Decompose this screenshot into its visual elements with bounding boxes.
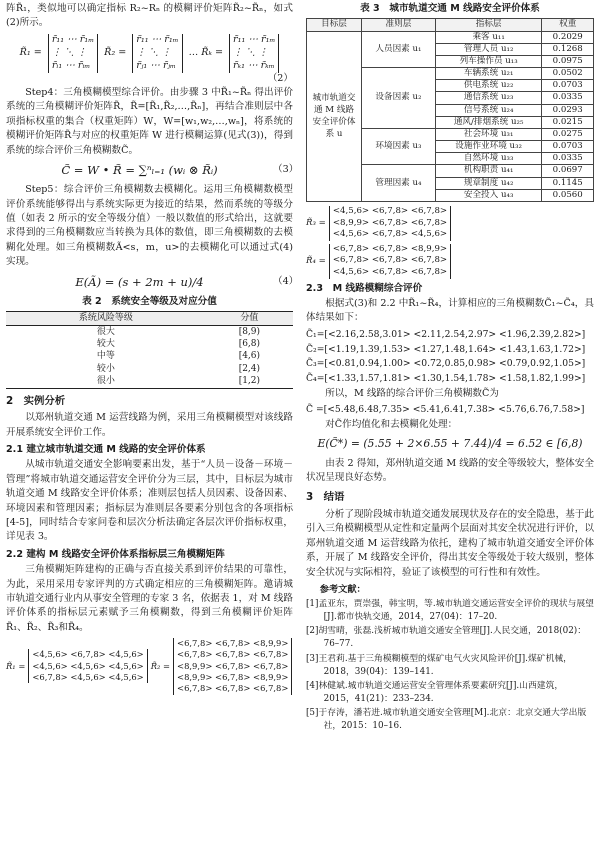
matrix3: [229, 34, 279, 73]
r3-matrix: [329, 206, 451, 241]
step5-paragraph: Step5：综合评价三角模糊数去模糊化。运用三角模糊数模型评价系统能够得出与系统实际更为接近的结果，然而系统的等级分值（如表 2 所示的安全等级分值）一般以数值的形式给出，这就要求得到的三角模糊数应当转换为具体的数值，即三角模糊数的去模糊化处理。如三角模糊数Ã<s，m，u>的去模糊化可以通过式(4)实现。: [6, 184, 293, 268]
section-2-3-heading: 2.3 M 线路模糊综合评价: [306, 282, 423, 294]
table-cell: 0.2029: [542, 31, 594, 43]
section-2-2-paragraph: 三角模糊矩阵建构的正确与否直接关系到评价结果的可靠性，为此，采用采用专家评判的方式确定相应的三角模糊矩阵。邀请城市轨道交通行业内从事安全管理的专家 3 名，依据表 1，对 M 线路评价体系的指标层元素赋予三角模糊数，得到三角模糊评价矩阵R̃₁、R̃₂、R̃₃和R̃₄。: [6, 564, 293, 633]
table-cell: [2,4): [238, 363, 261, 374]
reference-item: [3]王君莉.基于三角模糊模型的煤矿电气火灾风险评价[J].煤矿机械，2018，39(04)：139–141.: [306, 653, 572, 677]
r1-r2-matrices: [6, 638, 293, 695]
section-2-3-paragraph: 根据式(3)和 2.2 中R̃₁~R̃₄，计算相应的三角模糊数C̃₁~C̃₄，具体结果如下：: [306, 297, 594, 324]
r1-matrix: [28, 649, 147, 683]
matrix-row: r̃ᵢ₁ ⋯ r̃ᵢₘ: [51, 59, 91, 71]
table-cell: 设施作业环境 u₃₂: [435, 141, 542, 153]
table-cell: 列车操作员 u₁₃: [435, 55, 542, 67]
table-cell: 0.0703: [542, 141, 594, 153]
intro-paragraph: 阵R̃₁，类似地可以确定指标 R₂~Rₙ 的模糊评价矩阵R̃₂~R̃ₙ，如式(2)所示。: [6, 3, 293, 29]
matrix2-label: R̃₂ =: [104, 46, 127, 58]
table-cell: 中等: [96, 351, 115, 362]
table-cell: 车辆系统 u₂₁: [435, 68, 542, 80]
c-total-intro: 所以，M 线路的综合评价三角模糊数C̃为: [325, 387, 499, 399]
left-column: [6, 2, 299, 698]
equation-4: [6, 274, 299, 291]
matrix-row: <6,7,8> <6,7,8> <8,9,9>: [177, 638, 289, 649]
table3-header: 准则层: [362, 19, 436, 31]
matrix-row: <4,5,6> <6,7,8> <4,5,6>: [32, 649, 144, 660]
table-cell: 0.1145: [542, 177, 594, 189]
table2-header: 系统风险等级: [6, 312, 206, 325]
table-cell: 通信系统 u₂₃: [435, 92, 542, 104]
equation-3-number: （3）: [273, 164, 299, 176]
matrix-row: ⋮ ⋱ ⋮: [233, 46, 268, 58]
table-cell: 0.0703: [542, 80, 594, 92]
table-cell: 0.0335: [542, 92, 594, 104]
r1-label: R̃₁ =: [6, 661, 26, 672]
table2: [6, 311, 293, 388]
matrix-row: <4,5,6> <6,7,8> <6,7,8>: [332, 266, 448, 277]
matrix3-label: … R̃ₖ =: [188, 46, 224, 58]
table3-criterion: 管理因素 u₄: [362, 165, 436, 202]
reference-item: [4]林健斌.城市轨道交通运营安全管理体系要素研究[J].山西建筑，2015，41(21)：233–234.: [306, 680, 564, 705]
r4-label: R̃₄ =: [306, 255, 326, 266]
table-cell: 安全投入 u₄₃: [435, 189, 542, 201]
section-2-1-heading: 2.1 建立城市轨道交通 M 线路的安全评价体系: [6, 444, 206, 455]
table-cell: 0.0560: [542, 189, 594, 201]
equation-3-formula: C̃ = W • R̃ = ∑ⁿₗ₌₁ (wᵢ ⊗ R̃ᵢ): [61, 162, 218, 177]
c-total: C̃ =[<5.48,6.48,7.35> <5.41,6.41,7.38> <5.76,6.76,7.58>]: [306, 404, 585, 416]
r4-matrix-block: [306, 244, 594, 279]
defuzz-intro: 对C̃作均值化和去模糊化处理：: [325, 419, 458, 431]
table3-header: 目标层: [307, 19, 362, 31]
c1-result: C̃₁=[<2.16,2.58,3.01> <2.11,2.54,2.97> <1.96,2.39,2.82>]: [306, 328, 586, 340]
table3-header: 权重: [542, 19, 594, 31]
table2-header: 分值: [206, 312, 293, 325]
table-cell: 社会环境 u₃₁: [435, 128, 542, 140]
c3-result: C̃₃=[<0.81,0.94,1.00> <0.72,0.85,0.98> <0.79,0.92,1.05>]: [306, 358, 586, 370]
table-cell: 0.0502: [542, 68, 594, 80]
defuzz-formula: E(C̃*) = (5.55 + 2×6.55 + 7.44)/4 = 6.52 ∈ [6,8): [317, 437, 583, 451]
matrix2: [132, 34, 182, 73]
result-paragraph: 由表 2 得知，郑州轨道交通 M 线路的安全等级较大，整体安全状况呈现良好态势。: [306, 457, 594, 484]
table3-criterion: 设备因素 u₂: [362, 68, 436, 129]
table2-title: 表 2 系统安全等级及对应分值: [82, 295, 217, 307]
section-3-heading: 3 结语: [306, 491, 345, 504]
matrix1-label: R̃₁ =: [19, 46, 42, 58]
table-cell: 很小: [6, 375, 206, 388]
references-title: 参考文献：: [319, 584, 366, 595]
matrix-row: <4,5,6> <6,7,8> <6,7,8>: [332, 205, 448, 216]
table-cell: 自然环境 u₃₃: [435, 153, 542, 165]
section-3-paragraph: 分析了现阶段城市轨道交通发展现状及存在的安全隐患，基于此引入三角模糊模型从定性和定量两个层面对其安全状况进行评价，以郑州轨道交通 M 运营线路为依托，建构了城市轨道交通安全评价体系，开展了 M 线路安全评价，得出其安全等级处于较大级别，整体安全状况与实际相符，验证了该模型的可行性和有效性。: [306, 509, 594, 578]
matrix-row: <6,7,8> <4,5,6> <4,5,6>: [32, 672, 144, 683]
table-cell: 信号系统 u₂₄: [435, 104, 542, 116]
reference-item: [1]孟亚东，贾崇强，韩宝明，等.城市轨道交通运营安全评价的现状与展望[J].都市快轨交通，2014，27(04)：17–20.: [306, 598, 594, 622]
step4-paragraph: Step4：三角模糊模型综合评价。由步骤 3 中R̃₁~R̃ₙ 得出评价系统的三角模糊评价矩阵R̃，R̃=[R̃₁,R̃₂,…,R̃ₙ]，再结合准则层中各项指标权重的集合（权重矩阵）W，W=[w₁,w₂,…,wₙ]，将系统的模糊评价矩阵R̃与对应的权重矩阵 W 进行模糊运算(见式(3))，得到系统的综合评价三角模糊数C̃。: [6, 86, 293, 156]
matrix-row: <8,9,9> <6,7,8> <6,7,8>: [332, 217, 448, 228]
table-cell: 0.1268: [542, 43, 594, 55]
matrix-row: <6,7,8> <6,7,8> <6,7,8>: [177, 649, 289, 660]
table-cell: [6,8): [238, 338, 261, 349]
r3-label: R̃₃ =: [306, 217, 326, 228]
matrix-row: r̃₁₁ ⋯ r̃₁ₘ: [233, 33, 276, 45]
table-row: [6, 363, 293, 375]
table-cell: 0.0275: [542, 128, 594, 140]
table3: [306, 18, 594, 202]
table-cell: [1,2): [206, 375, 293, 388]
r3-matrix-block: [306, 206, 594, 241]
matrix-row: <8,9,9> <6,7,8> <6,7,8>: [177, 660, 289, 671]
table3-criterion: 环境因素 u₃: [362, 128, 436, 165]
r2-matrix: [173, 638, 292, 695]
r2-label: R̃₂ =: [150, 661, 171, 672]
table-row: [6, 350, 293, 362]
equation-4-formula: E(Ã) = (s + 2m + u)/4: [75, 274, 204, 289]
matrix-row: <6,7,8> <6,7,8> <8,9,9>: [332, 243, 448, 254]
matrix-row: r̃₁₁ ⋯ r̃₁ₘ: [51, 33, 95, 45]
table3-criterion: 人员因素 u₁: [362, 31, 436, 68]
equation-2-number: （2）: [267, 72, 293, 84]
c4-result: C̃₄=[<1.33,1.57,1.81> <1.30,1.54,1.78> <1.58,1.82,1.99>]: [306, 373, 586, 385]
matrix-row: <4,5,6> <6,7,8> <4,5,6>: [332, 229, 448, 240]
r4-matrix: [329, 244, 451, 279]
table-cell: 0.0975: [542, 55, 594, 67]
right-column: [306, 2, 594, 735]
matrix-row: ⋮ ⋱ ⋮: [136, 46, 172, 58]
matrix1: [48, 34, 98, 73]
table-cell: 较小: [96, 363, 115, 374]
section-2-1-paragraph: 从城市轨道交通安全影响要素出发，基于“人员－设备－环境－管理”将城市轨道交通运营安全评价分为三层，其中，目标层为城市轨道交通 M 线路安全评价体系；准则层包括人员因素、设备因素、环境因素和管理因素；指标层为准则层各要素分别包含的各项指标[4-5]，同时结合专家问卷和层次分析法确定各层次评价指标权重，详见表 3。: [6, 459, 293, 543]
matrix-row: ⋮ ⋱ ⋮: [51, 46, 87, 58]
table-cell: 较大: [96, 338, 115, 349]
equation-2-matrices: [6, 34, 293, 73]
table-cell: 管理人员 u₁₂: [435, 43, 542, 55]
reference-item: [5]于存涛，潘若进.城市轨道交通安全管理[M].北京：北京交通大学出版社，2015：10–16.: [306, 708, 587, 732]
section-2-heading: 2 实例分析: [6, 394, 66, 407]
table3-title: 表 3 城市轨道交通 M 线路安全评价体系: [360, 3, 540, 14]
matrix-row: <6,7,8> <6,7,8> <6,7,8>: [177, 683, 289, 694]
equation-4-number: （4）: [273, 275, 299, 287]
table3-header: 指标层: [435, 19, 542, 31]
table-cell: 0.0293: [542, 104, 594, 116]
matrix-row: r̃ⱼ₁ ⋯ r̃ⱼₘ: [136, 59, 176, 71]
section-2-paragraph: 以郑州轨道交通 M 运营线路为例，采用三角模糊模型对该线路开展系统安全评价工作。: [6, 412, 293, 438]
matrix-row: r̃ₖ₁ ⋯ r̃ₖₘ: [233, 59, 275, 71]
c2-result: C̃₂=[<1.19,1.39,1.53> <1.27,1.48,1.64> <1.43,1.63,1.72>]: [306, 343, 586, 355]
table-row: [6, 325, 293, 338]
table-cell: 供电系统 u₂₂: [435, 80, 542, 92]
table-cell: 通风/排烟系统 u₂₅: [435, 116, 542, 128]
table-cell: 机构职责 u₄₁: [435, 165, 542, 177]
table3-goal: 城市轨道交通 M 线路安全评价体系 u: [307, 31, 362, 201]
table-row: [6, 338, 293, 350]
table-cell: 0.0335: [542, 153, 594, 165]
matrix-row: <8,9,9> <6,7,8> <8,9,9>: [177, 672, 289, 683]
equation-3: [6, 162, 299, 179]
table-row: [307, 31, 594, 43]
table-row: [6, 375, 293, 388]
table-cell: 乘客 u₁₁: [435, 31, 542, 43]
matrix-row: <4,5,6> <4,5,6> <4,5,6>: [32, 660, 144, 671]
defuzz-equation: [306, 436, 594, 452]
table-cell: 规章制度 u₄₂: [435, 177, 542, 189]
section-2-2-heading: 2.2 建构 M 线路安全评价体系指标层三角模糊矩阵: [6, 548, 225, 560]
table-cell: 很大: [96, 326, 115, 337]
table-cell: 0.0697: [542, 165, 594, 177]
table-cell: [8,9): [238, 326, 261, 337]
reference-item: [2]胡雪晴，张磊.浅析城市轨道交通安全管理[J].人民交通，2018(02)：76–77.: [306, 626, 587, 650]
matrix-row: <6,7,8> <6,7,8> <6,7,8>: [332, 255, 448, 266]
table-cell: [4,6): [238, 351, 261, 362]
table-cell: 0.0215: [542, 116, 594, 128]
matrix-row: r̃₁₁ ⋯ r̃₁ₘ: [136, 33, 179, 45]
